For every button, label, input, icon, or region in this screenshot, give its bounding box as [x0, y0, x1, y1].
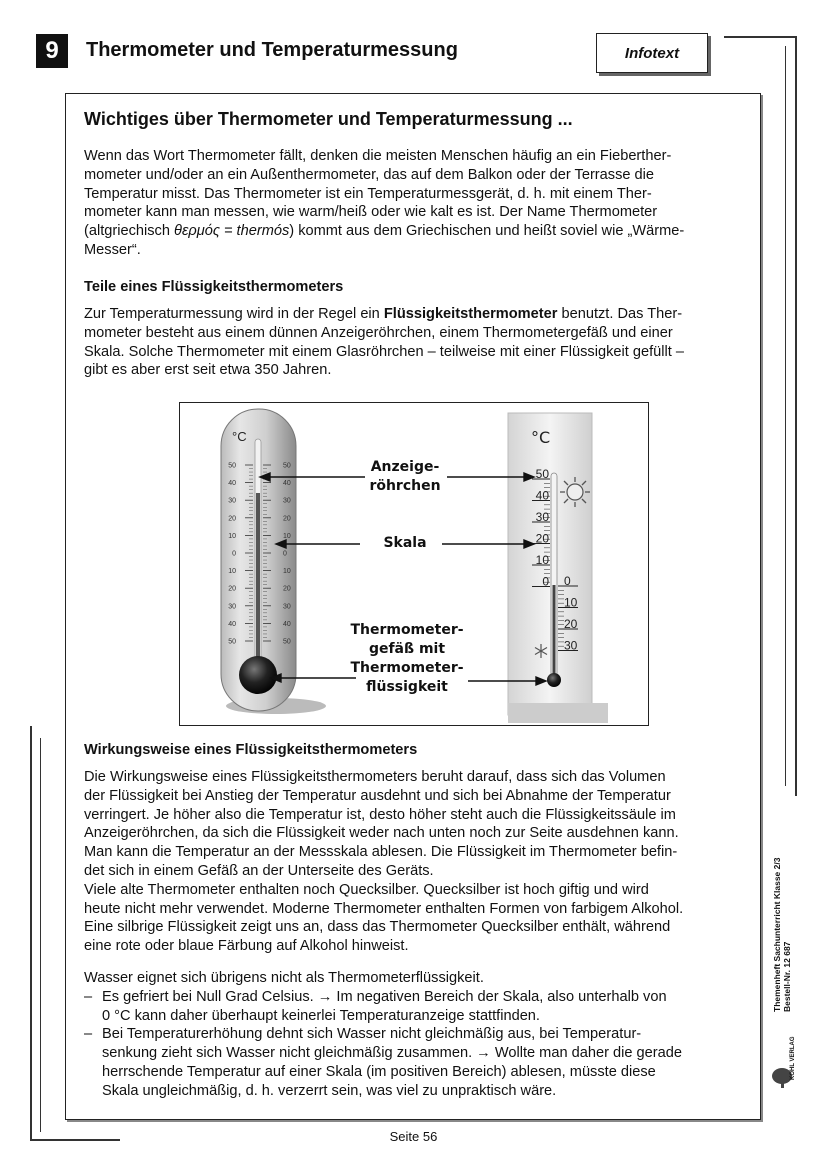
- subheading-function: Wirkungsweise eines Flüssigkeitsthermometers: [84, 742, 418, 758]
- text-line: Temperatur misst. Das Thermometer ist ein Temperaturmessgerät, d. h. mit einem Ther-: [84, 185, 652, 202]
- subheading-parts: Teile eines Flüssigkeitsthermometers: [84, 279, 344, 295]
- upper-scale-label: 40: [535, 488, 549, 503]
- lower-scale-label: 30: [564, 638, 578, 653]
- text-line: herrschende Temperatur auf einer Skala (im positiven Bereich) ablesen, müsste diese: [102, 1063, 656, 1080]
- text-line: mometer kann man messen, wie warm/heiß oder wie kalt es ist. Der Name Thermometer: [84, 204, 658, 221]
- function-paragraph: [84, 768, 744, 956]
- text-line: [84, 1025, 744, 1044]
- left-scale-label-right: 30: [283, 497, 291, 505]
- sun-icon: [560, 477, 590, 507]
- publisher-logo: [768, 1036, 802, 1090]
- upper-scale-label: 0: [542, 574, 549, 589]
- thermometer-figure: [179, 402, 649, 726]
- lower-scale-label: 0: [564, 574, 571, 588]
- label-line: Anzeige-: [370, 459, 440, 475]
- label-bulb: [346, 621, 468, 697]
- text-line: Eine silbrige Flüssigkeit zeigt uns an, dass das Thermometer Quecksilber enthält, während: [84, 919, 671, 936]
- label-line: Thermometer-: [350, 660, 464, 676]
- tree-icon: [768, 1042, 802, 1090]
- side-line: Themenheft Sachunterricht Klasse 2/3: [772, 857, 782, 1012]
- left-scale-label-right: 10: [283, 532, 291, 540]
- section-title: Wichtiges über Thermometer und Temperaturmessung ...: [84, 109, 573, 129]
- left-scale-label-right: 50: [283, 462, 291, 470]
- text-line: Skala. Solche Thermometer mit einem Glasröhrchen – teilweise mit einer Flüssigkeit gefüllt –: [84, 343, 684, 360]
- greek-term: θερμός = thermós: [174, 223, 290, 240]
- label-scale: Skala: [383, 535, 427, 551]
- parts-paragraph: [84, 305, 744, 380]
- text-line: verringert. Je höher also die Temperatur ist, desto höher steht auch die Flüssigkeitssäule im: [84, 806, 676, 823]
- text-line: Die Wirkungsweise eines Flüssigkeitsthermometers beruht darauf, dass sich das Volumen: [84, 769, 666, 785]
- left-scale-label: 40: [228, 480, 236, 488]
- label-line: röhrchen: [369, 478, 441, 494]
- text-line: mometer besteht aus einem dünnen Anzeigeröhrchen, einem Thermometergefäß und einer: [84, 324, 673, 341]
- left-unit-label: °C: [232, 429, 247, 444]
- frame-line-top-right: [724, 36, 796, 38]
- left-liquid-column: [256, 493, 260, 673]
- left-scale-label: 30: [228, 497, 236, 505]
- chapter-number: 9: [36, 34, 68, 68]
- bullet-item: [84, 1025, 744, 1100]
- left-scale-label: 0: [232, 550, 236, 558]
- left-bulb: [239, 656, 277, 694]
- infotext-tag: Infotext: [596, 33, 708, 73]
- left-scale-label: 50: [228, 638, 236, 646]
- lower-scale-label: 20: [564, 617, 578, 631]
- text-line: gibt es aber erst seit etwa 350 Jahren.: [84, 362, 332, 379]
- upper-scale-label: 30: [535, 510, 549, 524]
- upper-scale-label: 50: [535, 467, 549, 481]
- text-line: der Flüssigkeit bei Anstieg der Temperatur ausdehnt und sich bei Abnahme der Temperatur: [84, 787, 671, 804]
- bold-term: Flüssigkeitsthermometer: [383, 306, 558, 322]
- bullet-item: [84, 988, 744, 1026]
- text-line: heute nicht mehr verwendet. Moderne Thermometer enthalten Formen von farbigem Alkohol.: [84, 900, 684, 917]
- text-line: senkung zieht sich Wasser nicht gleichmäßig zusammen. → Wollte man daher die gerade: [102, 1045, 682, 1062]
- page-title: Thermometer und Temperaturmessung: [86, 39, 458, 61]
- left-scale-label-right: 0: [283, 550, 287, 558]
- text-line: [84, 305, 744, 324]
- frame-line-left-inner: [40, 738, 41, 1132]
- text-fragment: Bei Temperaturerhöhung dehnt sich Wasser nicht gleichmäßig aus, bei Temperatur-: [102, 1026, 642, 1043]
- right-thermometer-shadow: [508, 703, 608, 723]
- text-line: [84, 222, 744, 241]
- right-thermometer-panel: [508, 413, 592, 715]
- text-line: 0 °C kann daher überhaupt keinerlei Temperaturanzeige stattfinden.: [102, 1007, 540, 1024]
- text-line: eine rote oder blaue Färbung auf Alkohol hinweist.: [84, 938, 409, 955]
- page-number: Seite 56: [389, 1129, 438, 1144]
- text-line: Man kann die Temperatur an der Messskala ablesen. Die Flüssigkeit im Thermometer befin-: [84, 844, 678, 861]
- left-scale-label: 10: [228, 568, 236, 576]
- frame-line-right-inner: [785, 46, 786, 786]
- frame-line-right: [795, 36, 797, 796]
- left-scale-label: 20: [228, 515, 236, 523]
- left-scale-label-right: 40: [283, 620, 291, 628]
- text-line: Skala ungleichmäßig, d. h. verzerrt sein, was viel zu unpraktisch wäre.: [102, 1082, 557, 1099]
- label-line: Thermometer-: [350, 622, 464, 638]
- upper-scale-label: 20: [535, 531, 549, 546]
- text-fragment: Es gefriert bei Null Grad Celsius. → Im negativen Bereich der Skala, also unterhalb von: [102, 988, 667, 1005]
- text-line: Anzeigeröhrchen, da sich die Flüssigkeit weder nach unten noch zur Seite ausdehnen kann.: [84, 825, 679, 842]
- text-fragment: ) kommt aus dem Griechischen und heißt soviel wie „Wärme-: [289, 223, 685, 240]
- label-line: flüssigkeit: [366, 679, 448, 695]
- text-line: Wasser eignet sich übrigens nicht als Thermometerflüssigkeit.: [84, 970, 484, 986]
- right-unit-label: °C: [531, 428, 551, 447]
- side-publication-info: [772, 858, 792, 1012]
- text-line: Messer“.: [84, 241, 141, 258]
- text-line: mometer und/oder an ein Außenthermometer, das auf dem Balkon oder der Terrasse die: [84, 166, 655, 183]
- text-line: Wenn das Wort Thermometer fällt, denken die meisten Menschen häufig an ein Fieberther-: [84, 148, 672, 164]
- left-scale-label: 10: [228, 532, 236, 540]
- left-scale-label: 40: [228, 620, 236, 628]
- left-scale-label-right: 50: [283, 638, 291, 646]
- text-fragment: (altgriechisch: [84, 223, 175, 240]
- left-scale-label-right: 20: [283, 585, 291, 593]
- text-line: [84, 988, 744, 1007]
- bullet-dash: –: [84, 988, 93, 1005]
- upper-scale-label: 10: [535, 553, 549, 567]
- text-fragment: benutzt. Das Ther-: [557, 306, 683, 322]
- right-bulb: [547, 673, 561, 687]
- label-line: gefäß mit: [368, 641, 446, 657]
- label-display-tube: [360, 458, 450, 496]
- text-line: det sich in einem Gefäß an der Unterseite des Geräts.: [84, 862, 434, 879]
- left-scale-label: 20: [228, 585, 236, 593]
- text-line: Viele alte Thermometer enthalten noch Quecksilber. Quecksilber ist hoch giftig und wird: [84, 881, 649, 898]
- bullet-dash: –: [84, 1026, 93, 1043]
- left-scale-label-right: 20: [283, 515, 291, 523]
- left-scale-label: 50: [228, 462, 236, 470]
- left-scale-label-right: 10: [283, 568, 291, 576]
- left-scale-label-right: 40: [283, 480, 291, 488]
- publisher-name: KOHL VERLAG: [790, 1036, 796, 1080]
- text-fragment: Zur Temperaturmessung wird in der Regel ein: [84, 306, 384, 322]
- water-paragraph: [84, 969, 744, 1101]
- intro-paragraph: [84, 147, 744, 260]
- left-scale-label-right: 30: [283, 603, 291, 611]
- left-scale-label: 30: [228, 603, 236, 611]
- frame-line-left: [30, 726, 32, 1140]
- lower-scale-label: 10: [564, 595, 578, 610]
- right-liquid-column: [553, 585, 556, 677]
- side-line: Bestell-Nr. 12 687: [782, 941, 792, 1012]
